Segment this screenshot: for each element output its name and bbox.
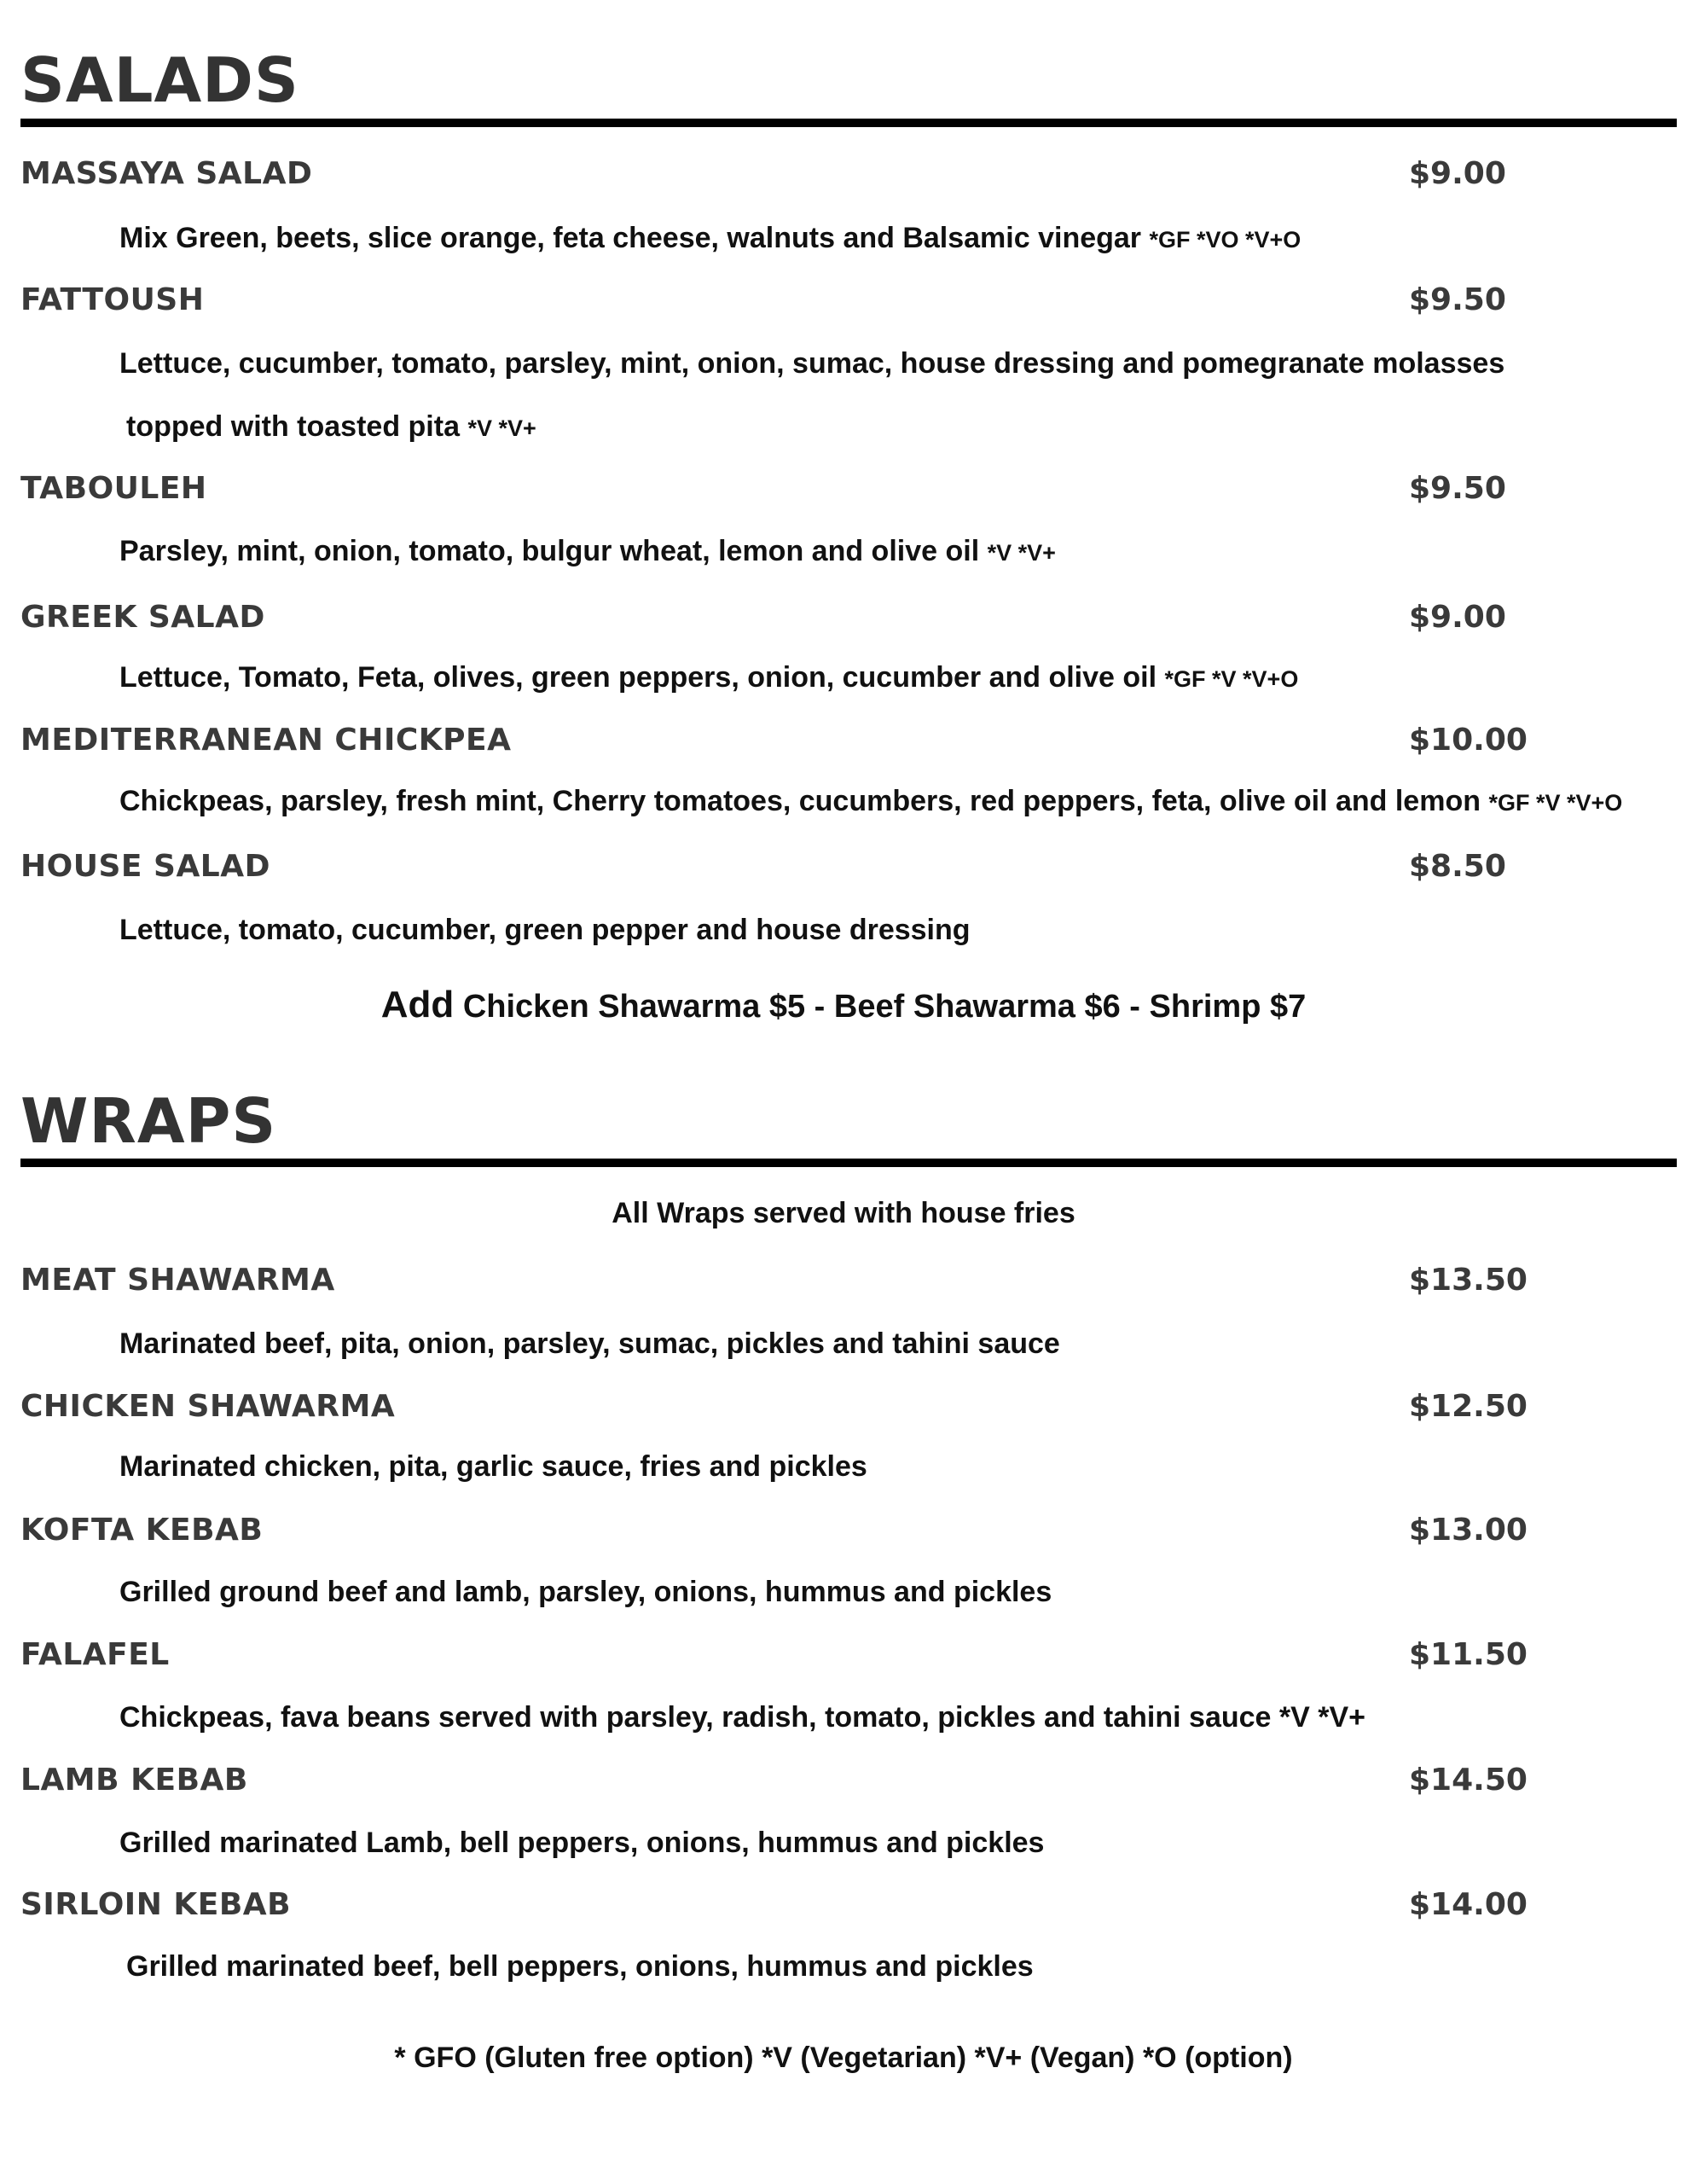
item-description: Mix Green, beets, slice orange, feta cheese, walnuts and Balsamic vinegar *GF *VO *V+O — [119, 222, 1301, 254]
item-price: $8.50 — [1409, 849, 1506, 884]
item-description-continued: topped with toasted pita *V *V+ — [126, 410, 536, 443]
item-name: GREEK SALAD — [20, 600, 265, 635]
dietary-tags: *GF *VO *V+O — [1149, 227, 1301, 253]
item-name: MEDITERRANEAN CHICKPEA — [20, 723, 512, 758]
dietary-tags: *GF *V *V+O — [1164, 666, 1299, 692]
item-price: $11.50 — [1409, 1637, 1528, 1672]
item-price: $13.00 — [1409, 1513, 1528, 1548]
item-name: CHICKEN SHAWARMA — [20, 1389, 396, 1424]
item-description: Marinated beef, pita, onion, parsley, sumac, pickles and tahini sauce — [119, 1327, 1060, 1360]
item-price: $10.00 — [1409, 723, 1528, 758]
dietary-tags: *GF *V *V+O — [1488, 790, 1623, 816]
item-name: HOUSE SALAD — [20, 849, 270, 884]
item-description: Marinated chicken, pita, garlic sauce, fries and pickles — [119, 1450, 867, 1483]
item-name: SIRLOIN KEBAB — [20, 1887, 292, 1922]
item-price: $13.50 — [1409, 1263, 1528, 1298]
salads-heading: SALADS — [20, 44, 299, 116]
dietary-legend: * GFO (Gluten free option) *V (Vegetarian) *V+ (Vegan) *O (option) — [394, 2042, 1293, 2074]
item-price: $9.00 — [1409, 156, 1506, 191]
item-price: $14.00 — [1409, 1887, 1528, 1922]
item-price: $9.50 — [1409, 282, 1506, 317]
item-price: $14.50 — [1409, 1763, 1528, 1798]
item-description: Lettuce, cucumber, tomato, parsley, mint, onion, sumac, house dressing and pomegranate molasses — [119, 347, 1505, 380]
item-description: Grilled marinated beef, bell peppers, onions, hummus and pickles — [126, 1950, 1034, 1983]
item-name: MEAT SHAWARMA — [20, 1263, 335, 1298]
salad-addons — [0, 986, 1687, 1024]
item-description: Parsley, mint, onion, tomato, bulgur wheat, lemon and olive oil *V *V+ — [119, 535, 1056, 567]
wraps-subtitle: All Wraps served with house fries — [612, 1197, 1075, 1229]
item-description: Chickpeas, parsley, fresh mint, Cherry tomatoes, cucumbers, red peppers, feta, olive oil and lemon *GF *V *V+O — [119, 785, 1623, 817]
addons-lead: Add — [380, 984, 455, 1025]
wraps-divider — [20, 1159, 1677, 1167]
addons-text: Chicken Shawarma $5 - Beef Shawarma $6 - Shrimp $7 — [462, 989, 1307, 1025]
item-description: Grilled ground beef and lamb, parsley, onions, hummus and pickles — [119, 1576, 1052, 1608]
item-description: Chickpeas, fava beans served with parsley, radish, tomato, pickles and tahini sauce *V *V+ — [119, 1701, 1366, 1734]
item-description: Lettuce, tomato, cucumber, green pepper and house dressing — [119, 914, 971, 946]
item-description: Grilled marinated Lamb, bell peppers, onions, hummus and pickles — [119, 1827, 1045, 1859]
item-price: $12.50 — [1409, 1389, 1528, 1424]
wraps-heading: WRAPS — [20, 1085, 277, 1157]
dietary-tags: *V *V+ — [467, 415, 536, 441]
dietary-tags: *V *V+ — [987, 540, 1056, 566]
item-name: TABOULEH — [20, 471, 207, 506]
item-name: MASSAYA SALAD — [20, 156, 313, 191]
item-name: FATTOUSH — [20, 282, 205, 317]
item-name: FALAFEL — [20, 1637, 170, 1672]
salads-divider — [20, 119, 1677, 127]
item-description: Lettuce, Tomato, Feta, olives, green peppers, onion, cucumber and olive oil *GF *V *V+O — [119, 661, 1299, 694]
item-name: KOFTA KEBAB — [20, 1513, 264, 1548]
item-price: $9.50 — [1409, 471, 1506, 506]
item-name: LAMB KEBAB — [20, 1763, 248, 1798]
item-price: $9.00 — [1409, 600, 1506, 635]
